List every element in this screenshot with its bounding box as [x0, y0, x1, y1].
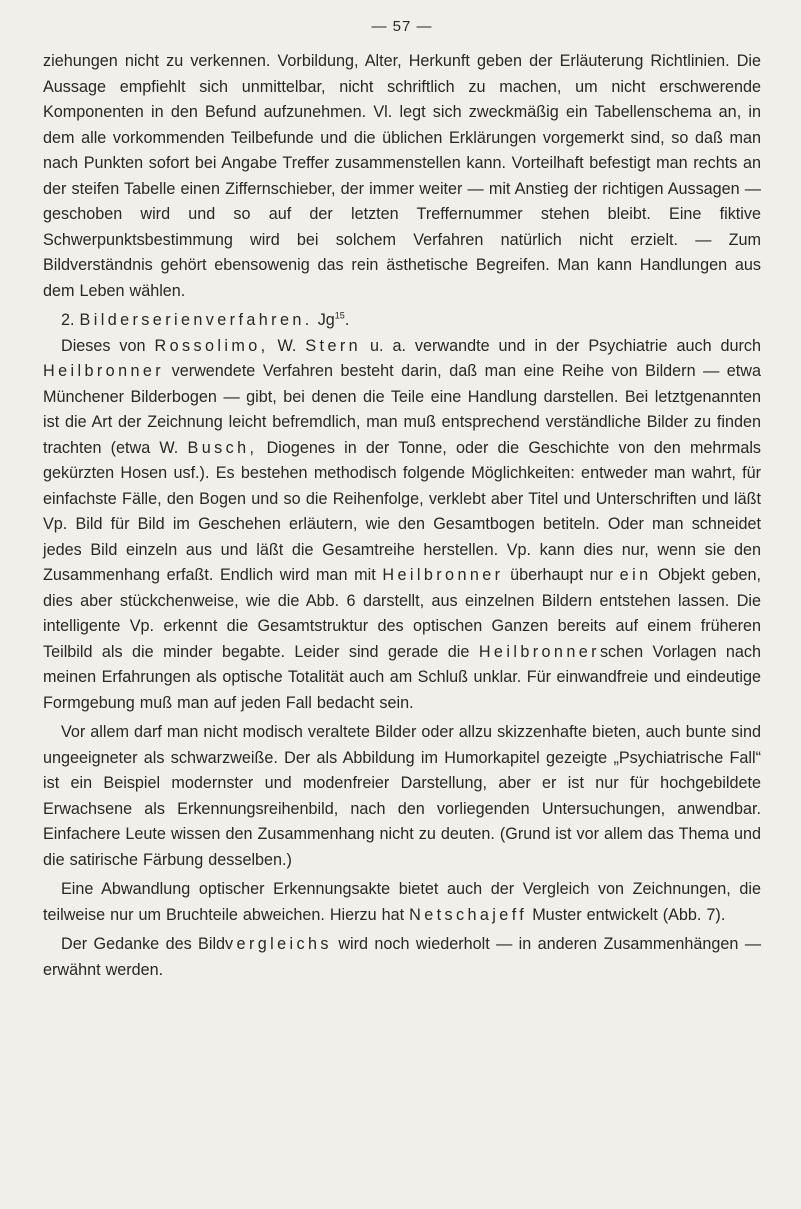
paragraph-1: ziehungen nicht zu verkennen. Vorbildung, Alter, Herkunft geben der Erläuterung Richtlinien. Die Aussage empfiehlt sich unmittelbar, nicht schriftlich zu machen, um nicht erschwerende Komponenten in den Befund aufzunehmen. Vl. legt sich zweckmäßig ein Tabellenschema an, in dem alle vorkommenden Teilbefunde und die üblichen Erklärungen vorgemerkt sind, so daß man nach Punkten sofort bei Angabe Treffer zusammenstellen kann. Vorteilhaft befestigt man rechts an der steifen Tabelle einen Ziffernschieber, der immer weiter — mit Anstieg der richtigen Aussagen — geschoben wird und so auf der letzten Treffernummer stehen bleibt. Eine fiktive Schwerpunktsbestimmung wird bei solchem Verfahren natürlich nicht erzielt. — Zum Bildverständnis gehört ebensowenig das rein ästhetische Begreifen. Man kann Handlungen aus dem Leben wählen.: [43, 52, 761, 300]
section-reference: Jg: [317, 311, 335, 329]
paragraph-4: Eine Abwandlung optischer Erkennungsakte bietet auch der Vergleich von Zeichnungen, die teilweise nur um Bruchteile abweichen. Hierzu hat Netschajeff Muster entwickelt (Abb. 7).: [43, 880, 761, 924]
name-heilbronner: Heilbronner: [382, 566, 504, 584]
section-number: 2.: [61, 311, 75, 329]
paragraph-5: Der Gedanke des Bildvergleichs wird noch wiederholt — in anderen Zusammenhängen — erwähnt werden.: [43, 935, 762, 979]
emphasis-vergleichs: vergleichs: [225, 935, 332, 953]
name-busch: Busch,: [187, 438, 258, 457]
emphasis-ein: ein: [619, 566, 652, 584]
name-stern: Stern: [305, 336, 362, 355]
paragraph-2: Dieses von Rossolimo, W. Stern u. a. verwandte und in der Psychiatrie auch durch Heilbronner verwendete Verfahren besteht darin, daß man eine Reihe von Bildern — etwa Münchener Bilderbogen — gibt, bei denen die Teile eine Handlung darstellen. Bei letztgenannten ist die Art der Zeichnung leicht befremdlich, man muß entsprechend verständliche Bilder zu finden trachten (etwa W. Busch, Diogenes in der Tonne, oder die Geschichte von den mehrmals gekürzten Hosen usf.). Es bestehen methodisch folgende Möglichkeiten: entweder man wahrt, für einfachste Fälle, den Bogen und so die Reihenfolge, verklebt aber Titel und Unterschriften und läßt Vp. Bild für Bild im Geschehen erläutern, wie den Gesamtbogen betiteln. Oder man schneidet jedes Bild einzeln aus und läßt die Gesamtreihe herstellen. Vp. kann dies nur, wenn sie den Zusammenhang erfaßt. Endlich wird man mit Heilbronner überhaupt nur ein Objekt geben, dies aber stückchenweise, wie die Abb. 6 darstellt, aus einzelnen Bildern entstehen lassen. Die intelligente Vp. erkennt die Gesamtstruktur des optischen Ganzen bereits auf einem früheren Teilbild als die minder begabte. Leider sind gerade die Heilbronnerschen Vorlagen nach meinen Erfahrungen als optische Totalität auch am Schluß unklar. Für einwandfreie und eindeutige Formgebung muß man auf jeden Fall bedacht sein.: [43, 336, 762, 712]
footnote-marker: 15: [334, 310, 345, 321]
name-netschajeff: Netschajeff: [409, 905, 528, 924]
section-heading: 2. Bilderserienverfahren. Jg$^{15}$.: [61, 310, 350, 329]
name-heilbronner: Heilbronner: [478, 642, 600, 661]
page-number: — 57 —: [371, 18, 433, 35]
body-text: [43, 49, 761, 983]
section-title: Bilderserienverfahren.: [79, 311, 313, 329]
name-heilbronner: Heilbronner: [43, 362, 165, 380]
name-rossolimo: Rossolimo,: [154, 336, 269, 355]
paragraph-3: Vor allem darf man nicht modisch veraltete Bilder oder allzu skizzenhafte bieten, auch bunte sind ungeeigneter als schwarzweiße. Der als Abbildung im Humorkapitel gezeigte „Psychiatrische Fall“ ist ein Beispiel modernster und modenfreier Darstellung, aber er ist nur für hochgebildete Erwachsene als Erkennungsreihenbild, nach den vorliegenden Untersuchungen, anwendbar. Einfachere Leute wissen den Zusammenhang nicht zu deuten. (Grund ist vor allem das Thema und die satirische Färbung desselben.): [43, 723, 761, 869]
